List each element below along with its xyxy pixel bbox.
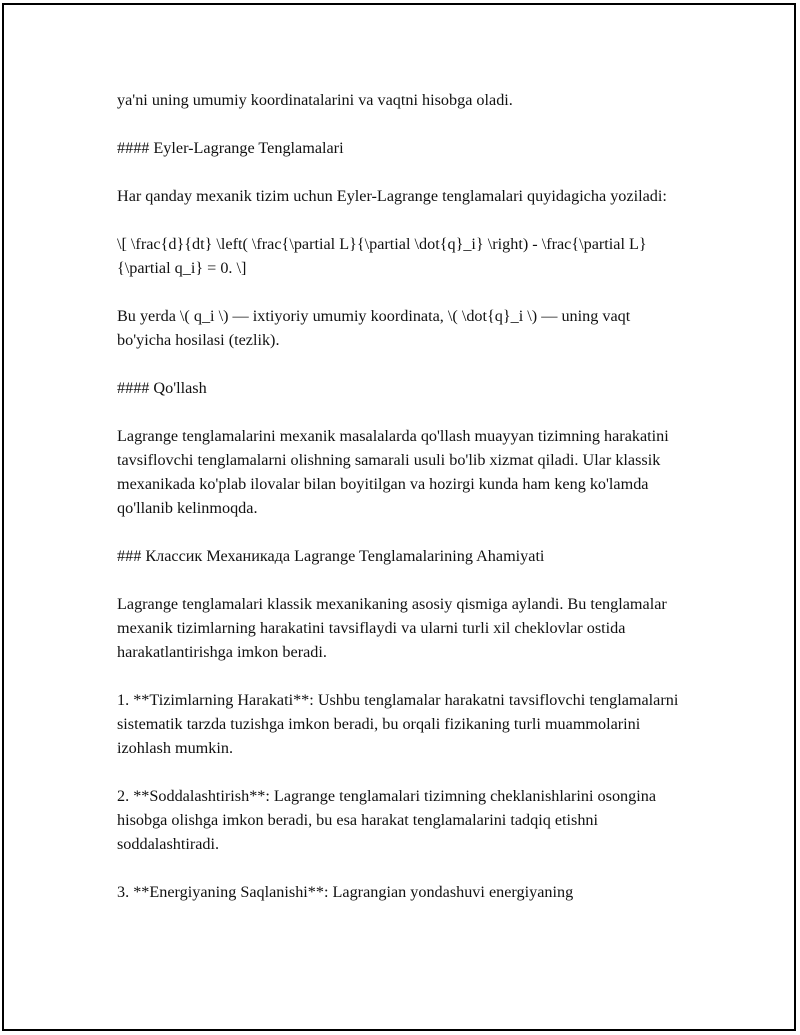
paragraph-application: Lagrange tenglamalarini mexanik masalalarda qo'llash muayyan tizimning harakatini tavsiflovchi tenglamalarni olishning samarali usuli bo'lib xizmat qiladi. Ular klassik mexanikada ko'plab ilovalar bilan boyitilgan va hozirgi kunda ham keng ko'lamda qo'llanib kelinmoqda. <box>117 427 669 517</box>
paragraph-intro-equations: Har qanday mexanik tizim uchun Eyler-Lagrange tenglamalari quyidagicha yoziladi: <box>117 187 667 205</box>
document-body <box>117 88 687 928</box>
paragraph-significance: Lagrange tenglamalari klassik mexanikaning asosiy qismiga aylandi. Bu tenglamalar mexanik tizimlarning harakatini tavsiflaydi va ularni turli xil cheklovlar ostida harakatlantirishga imkon beradi. <box>117 595 667 661</box>
heading-ahamiyati: ### Классик Механикада Lagrange Tenglamalarining Ahamiyati <box>117 547 545 565</box>
paragraph-definitions: Bu yerda \( q_i \) — ixtiyoriy umumiy koordinata, \( \dot{q}_i \) — uning vaqt bo'yicha hosilasi (tezlik). <box>117 307 631 349</box>
list-item-1: 1. **Tizimlarning Harakati**: Ushbu tenglamalar harakatni tavsiflovchi tenglamalarni sistematik tarzda tuzishga imkon beradi, bu orqali fizikaning turli muammolarini izohlash mumkin. <box>117 691 679 757</box>
list-item-2: 2. **Soddalashtirish**: Lagrange tenglamalari tizimning cheklanishlarini osongina hisobga olishga imkon beradi, bu esa harakat tenglamalarini tadqiq etishni soddalashtiradi. <box>117 787 657 853</box>
paragraph-continuation: ya'ni uning umumiy koordinatalarini va vaqtni hisobga oladi. <box>117 91 513 109</box>
list-item-3: 3. **Energiyaning Saqlanishi**: Lagrangian yondashuvi energiyaning <box>117 883 574 901</box>
equation-latex: \[ \frac{d}{dt} \left( \frac{\partial L}{\partial \dot{q}_i} \right) - \frac{\partial L}{\partial q_i} = 0. \] <box>117 235 647 277</box>
heading-eyler-lagrange: #### Eyler-Lagrange Tenglamalari <box>117 139 344 157</box>
heading-qollash: #### Qo'llash <box>117 379 207 397</box>
